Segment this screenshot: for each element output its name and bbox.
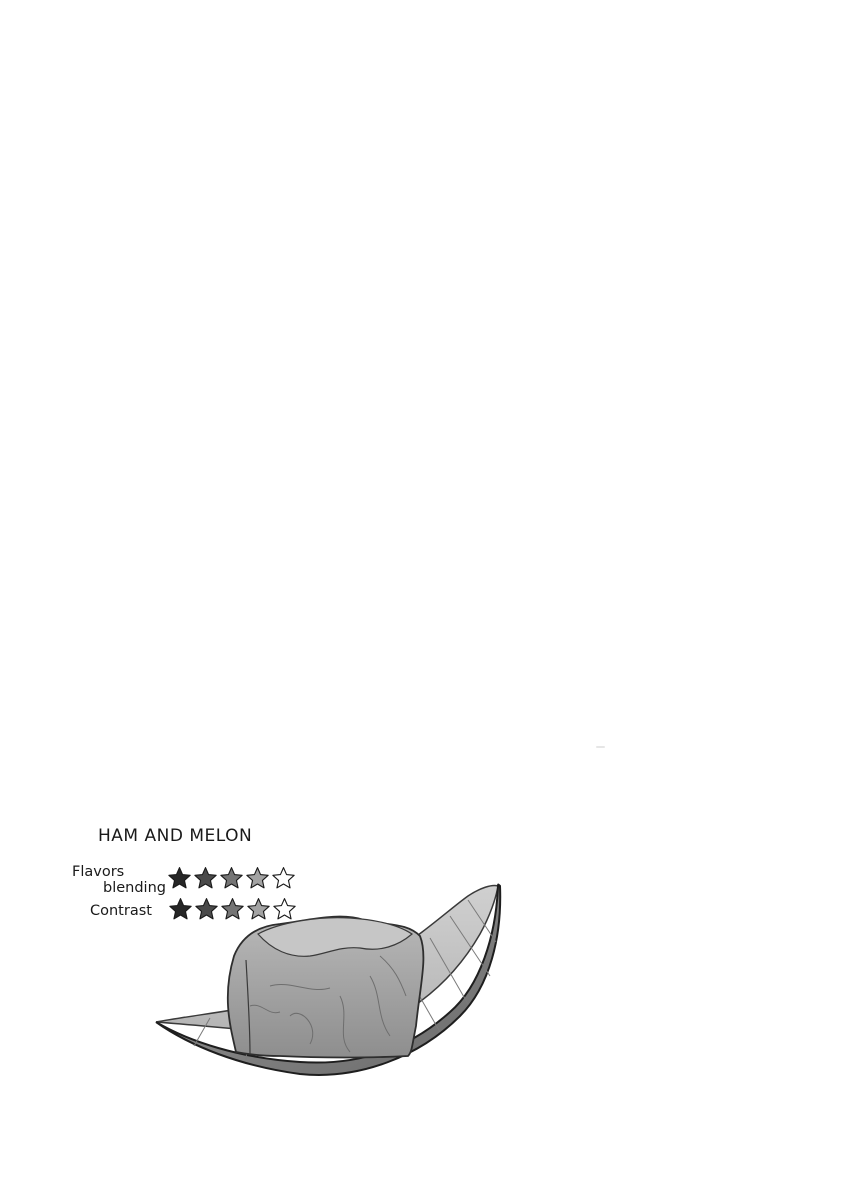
rating-label-flavors-line2: blending: [103, 880, 166, 896]
ham-and-melon-illustration: [150, 876, 520, 1090]
dish-title: HAM AND MELON: [98, 826, 253, 846]
paper-speck: [596, 746, 605, 748]
rating-label-contrast: Contrast: [90, 903, 152, 919]
rating-label-flavors-line1: Flavors: [72, 864, 125, 880]
